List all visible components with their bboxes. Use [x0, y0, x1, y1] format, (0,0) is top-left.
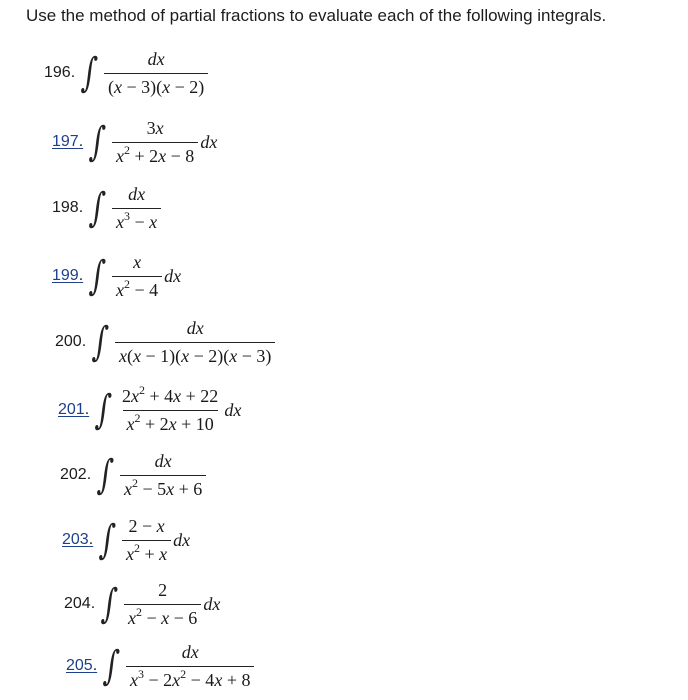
problem-number-link[interactable]: 205.: [66, 657, 98, 674]
problem-number: 200.: [55, 333, 87, 350]
fraction: $\frac{dx}{x^3 - 2x^2 - 4x + 8}$: [126, 642, 254, 690]
fraction: $\frac{dx}{x^2 - 5x + 6}$: [120, 451, 206, 499]
integral-sign: ∫: [88, 119, 108, 165]
fraction: $\frac{2}{x^2 - x - 6}$: [124, 580, 201, 628]
problem-200: [55, 314, 275, 370]
fraction: $\frac{dx}{(x - 3)(x - 2)}$: [104, 49, 208, 97]
problem-number-link[interactable]: 197.: [52, 133, 84, 150]
integral-sign: ∫: [91, 319, 111, 365]
fraction: $\frac{2x^2 + 4x + 22}{x^2 + 2x + 10}$: [122, 382, 219, 434]
fraction: $\frac{x}{x^2 - 4}$: [112, 252, 162, 300]
fraction: $\frac{3x}{x^2 + 2x - 8}$: [112, 118, 198, 166]
fraction: $\frac{2 - x}{x^2 + x}$: [122, 516, 171, 564]
integral-sign: ∫: [80, 50, 100, 96]
instruction-text: Use the method of partial fractions to evaluate each of the following integrals.: [26, 6, 607, 25]
integral-sign: ∫: [88, 185, 108, 231]
problem-205: [66, 638, 254, 694]
problem-199: 199. ∫ $\frac{x}{x^2 - 4}$ dx: [52, 251, 182, 300]
integral-sign: ∫: [98, 517, 118, 563]
integral-sign: ∫: [94, 387, 114, 433]
problem-number-link[interactable]: 201.: [58, 401, 90, 418]
problem-196: [44, 45, 208, 101]
integral-sign: ∫: [96, 452, 116, 498]
problem-202: [60, 447, 206, 503]
problem-203: 203. ∫ $\frac{2 - x}{x^2 + x}$ dx: [62, 515, 191, 564]
integral-sign: ∫: [88, 253, 108, 299]
problem-197: 197. ∫ $\frac{3x}{x^2 + 2x - 8}$ dx: [52, 117, 218, 166]
problem-number-link[interactable]: 203.: [62, 531, 94, 548]
integral-sign: ∫: [102, 643, 122, 689]
fraction: $\frac{dx}{x^3 - x}$: [112, 184, 161, 232]
problem-201: 201. ∫ $\frac{2x^2 + 4x + 22}{x^2 + 2x + 10}$ dx: [58, 382, 242, 434]
fraction: $\frac{dx}{x(x - 1)(x - 2)(x - 3)}$: [115, 318, 275, 366]
problem-number-link[interactable]: 199.: [52, 267, 84, 284]
problem-198: [52, 180, 161, 236]
problem-number: 202.: [60, 466, 92, 483]
integral-sign: ∫: [100, 581, 120, 627]
problem-number: 196.: [44, 64, 76, 81]
problem-number: 204.: [64, 595, 96, 612]
problem-204: 204. ∫ $\frac{2}{x^2 - x - 6}$ dx: [64, 579, 221, 628]
problem-number: 198.: [52, 199, 84, 216]
